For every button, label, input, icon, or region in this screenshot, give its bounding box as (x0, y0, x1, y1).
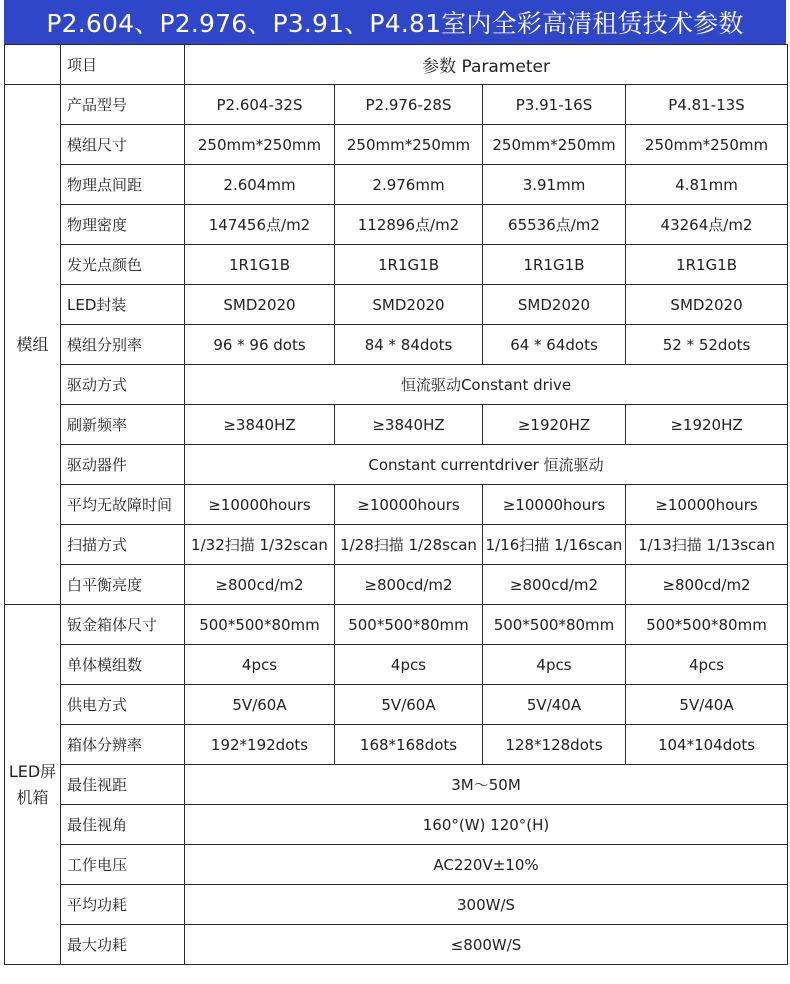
row-label: 物理密度 (61, 205, 185, 245)
value-cell: ≥10000hours (335, 485, 483, 525)
value-cell: SMD2020 (626, 285, 788, 325)
table-row (5, 845, 788, 885)
value-cell: 192*192dots (185, 725, 335, 765)
value-cell: 1/16扫描 1/16scan (483, 525, 626, 565)
table-row (5, 125, 788, 165)
row-label: 驱动方式 (61, 365, 185, 405)
merged-value-cell: Constant currentdriver 恒流驱动 (185, 445, 788, 485)
value-cell: 1/28扫描 1/28scan (335, 525, 483, 565)
header-item-label: 项目 (61, 45, 185, 85)
table-row (5, 165, 788, 205)
row-label: 最佳视距 (61, 765, 185, 805)
value-cell: ≥800cd/m2 (483, 565, 626, 605)
value-cell: 168*168dots (335, 725, 483, 765)
value-cell: P4.81-13S (626, 85, 788, 125)
table-row (5, 245, 788, 285)
value-cell: 500*500*80mm (626, 605, 788, 645)
value-cell: ≥10000hours (185, 485, 335, 525)
value-cell: 4pcs (185, 645, 335, 685)
row-label: 模组尺寸 (61, 125, 185, 165)
value-cell: ≥3840HZ (185, 405, 335, 445)
merged-value-cell: 300W/S (185, 885, 788, 925)
row-label: 单体模组数 (61, 645, 185, 685)
table-row (5, 445, 788, 485)
value-cell: 1/13扫描 1/13scan (626, 525, 788, 565)
header-parameter-label: 参数 Parameter (185, 45, 788, 85)
row-label: 产品型号 (61, 85, 185, 125)
merged-value-cell: 160°(W) 120°(H) (185, 805, 788, 845)
table-row (5, 485, 788, 525)
table-row (5, 885, 788, 925)
spec-table-body (5, 45, 788, 965)
row-label: 刷新频率 (61, 405, 185, 445)
value-cell: 4pcs (483, 645, 626, 685)
table-row (5, 365, 788, 405)
table-row (5, 725, 788, 765)
table-row (5, 405, 788, 445)
row-label: 最佳视角 (61, 805, 185, 845)
value-cell: 5V/60A (185, 685, 335, 725)
value-cell: 1R1G1B (185, 245, 335, 285)
table-row (5, 325, 788, 365)
value-cell: 250mm*250mm (483, 125, 626, 165)
value-cell: 5V/60A (335, 685, 483, 725)
value-cell: 1R1G1B (626, 245, 788, 285)
merged-value-cell: AC220V±10% (185, 845, 788, 885)
spec-table (4, 44, 788, 965)
row-label: 扫描方式 (61, 525, 185, 565)
row-label: LED封装 (61, 285, 185, 325)
value-cell: 65536点/m2 (483, 205, 626, 245)
row-label: 供电方式 (61, 685, 185, 725)
table-row (5, 285, 788, 325)
row-label: 最大功耗 (61, 925, 185, 965)
value-cell: 500*500*80mm (483, 605, 626, 645)
merged-value-cell: ≤800W/S (185, 925, 788, 965)
value-cell: 112896点/m2 (335, 205, 483, 245)
row-label: 物理点间距 (61, 165, 185, 205)
row-label: 模组分别率 (61, 325, 185, 365)
value-cell: ≥800cd/m2 (185, 565, 335, 605)
table-row (5, 685, 788, 725)
value-cell: 500*500*80mm (185, 605, 335, 645)
value-cell: 147456点/m2 (185, 205, 335, 245)
header-blank-cell (5, 45, 61, 85)
value-cell: 64 * 64dots (483, 325, 626, 365)
value-cell: 1/32扫描 1/32scan (185, 525, 335, 565)
page-title: P2.604、P2.976、P3.91、P4.81室内全彩高清租赁技术参数 (4, 0, 786, 44)
value-cell: 5V/40A (626, 685, 788, 725)
value-cell: SMD2020 (185, 285, 335, 325)
value-cell: 500*500*80mm (335, 605, 483, 645)
table-row (5, 925, 788, 965)
table-row (5, 565, 788, 605)
table-row (5, 525, 788, 565)
value-cell: 104*104dots (626, 725, 788, 765)
value-cell: 1R1G1B (335, 245, 483, 285)
value-cell: 2.604mm (185, 165, 335, 205)
merged-value-cell: 恒流驱动Constant drive (185, 365, 788, 405)
group-label-cabinet (5, 605, 61, 965)
value-cell: 52 * 52dots (626, 325, 788, 365)
row-label: 白平衡亮度 (61, 565, 185, 605)
value-cell: 4pcs (335, 645, 483, 685)
value-cell: 2.976mm (335, 165, 483, 205)
row-label: 箱体分辨率 (61, 725, 185, 765)
table-row (5, 85, 788, 125)
row-label: 钣金箱体尺寸 (61, 605, 185, 645)
table-row (5, 645, 788, 685)
table-row (5, 805, 788, 845)
value-cell: ≥800cd/m2 (626, 565, 788, 605)
value-cell: 1R1G1B (483, 245, 626, 285)
table-row (5, 765, 788, 805)
value-cell: 250mm*250mm (626, 125, 788, 165)
value-cell: ≥1920HZ (483, 405, 626, 445)
merged-value-cell: 3M～50M (185, 765, 788, 805)
value-cell: 43264点/m2 (626, 205, 788, 245)
value-cell: SMD2020 (335, 285, 483, 325)
row-label: 驱动器件 (61, 445, 185, 485)
row-label: 平均无故障时间 (61, 485, 185, 525)
value-cell: SMD2020 (483, 285, 626, 325)
value-cell: 3.91mm (483, 165, 626, 205)
value-cell: P2.604-32S (185, 85, 335, 125)
value-cell: 4pcs (626, 645, 788, 685)
value-cell: ≥3840HZ (335, 405, 483, 445)
value-cell: 5V/40A (483, 685, 626, 725)
value-cell: 96 * 96 dots (185, 325, 335, 365)
value-cell: ≥10000hours (626, 485, 788, 525)
table-row (5, 205, 788, 245)
value-cell: ≥10000hours (483, 485, 626, 525)
value-cell: ≥800cd/m2 (335, 565, 483, 605)
group-label-cabinet-line2: 机箱 (16, 787, 49, 807)
value-cell: 128*128dots (483, 725, 626, 765)
group-label-module: 模组 (5, 85, 61, 605)
value-cell: 250mm*250mm (335, 125, 483, 165)
table-header-row (5, 45, 788, 85)
value-cell: P3.91-16S (483, 85, 626, 125)
value-cell: 4.81mm (626, 165, 788, 205)
row-label: 平均功耗 (61, 885, 185, 925)
value-cell: P2.976-28S (335, 85, 483, 125)
row-label: 工作电压 (61, 845, 185, 885)
value-cell: 84 * 84dots (335, 325, 483, 365)
row-label: 发光点颜色 (61, 245, 185, 285)
value-cell: ≥1920HZ (626, 405, 788, 445)
group-label-cabinet-line1: LED屏 (8, 761, 57, 781)
table-row (5, 605, 788, 645)
value-cell: 250mm*250mm (185, 125, 335, 165)
